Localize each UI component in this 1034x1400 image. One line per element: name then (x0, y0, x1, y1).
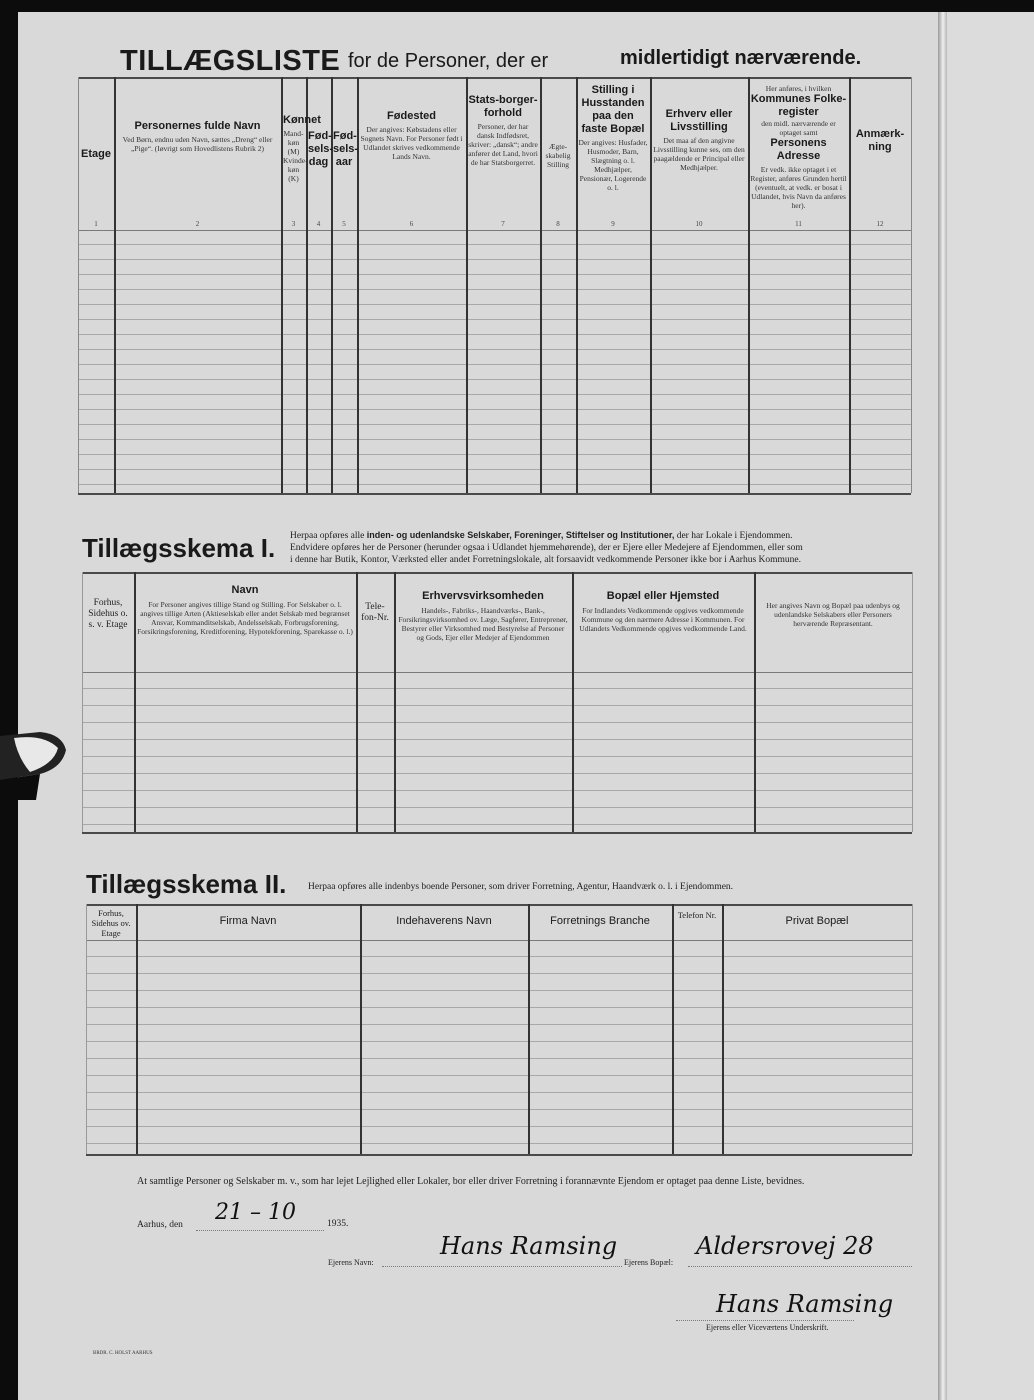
table-1-header-col-12 (851, 128, 909, 154)
table-1-col-number: 9 (611, 220, 615, 228)
skema-2-header-col-1: Forhus, Sidehus ov. Etage (91, 908, 131, 938)
header-note: Ved Børn, endnu uden Navn, sættes „Dreng“ eller „Pige“. (Iøvrigt som Hovedlistens Rubrik 2) (122, 135, 273, 153)
table-1-header-col-1 (80, 148, 112, 161)
skema-1-header-col-5 (575, 590, 751, 633)
table-1-col-number: 2 (195, 220, 200, 228)
header-note: For Indlandets Vedkommende opgives vedkommende Kommune og den nærmere Adresse i Kommunen. For Udlandets Vedkommende opgives vedkommende Land. (579, 606, 747, 633)
form-subtitle-bold: midlertidigt nærværende. (620, 47, 862, 69)
form-title: TILLÆGSLISTE (120, 45, 341, 77)
table-1-col-number: 1 (94, 220, 98, 228)
skema-2-header-col-2: Firma Navn (219, 915, 277, 927)
owner-address-handwritten: Aldersrovej 28 (696, 1232, 874, 1260)
table-1-header-col-4 (308, 130, 334, 169)
skema-2-header-col-3: Indehaverens Navn (396, 915, 492, 927)
table-1-header-col-9 (578, 84, 648, 192)
skema-1-header-col-1 (85, 598, 131, 631)
table-1-header-col-8 (542, 140, 574, 169)
header-mid-text: den midl. nærværende er optaget samt (761, 119, 836, 137)
table-1-col-number: 4 (316, 220, 321, 228)
signature-label: Ejerens eller Viceværtens Underskrift. (706, 1323, 829, 1332)
header-note: Mand-køn (M) Kvinde-køn (K) (283, 129, 308, 183)
table-1-col-number: 11 (795, 220, 802, 228)
skema-1-intro (290, 529, 910, 566)
header-label: Bopæl eller Hjemsted (606, 590, 720, 602)
header-label: Kommunes Folke-register (750, 93, 847, 118)
skema-1-intro-b: inden- og udenlandske Selskaber, Foreninger, Stiftelser og Institutioner, (366, 530, 675, 540)
header-label: Anmærk-ning (855, 128, 905, 153)
table-1-col-number: 12 (876, 220, 884, 228)
header-note: Handels-, Fabriks-, Haandværks-, Bank-, Forsikringsvirksomhed ov. Læge, Sagfører, Entreprenør, Bestyrer eller Virksomhed med Bestyrelse af Personer og Gods, Ejer eller Medejer af Ejendommen (398, 606, 568, 642)
skema-1-header-col-3 (359, 602, 391, 624)
table-1-col-number: 6 (409, 220, 414, 228)
form-subtitle: for de Personer, der er (348, 50, 549, 72)
header-note: Der angives: Købstadens eller Sognets Navn. For Personer født i Udlandet skrives vedkommende Lands Navn. (360, 125, 463, 161)
table-1-header-col-11 (750, 84, 847, 210)
table-1-header-col-2 (116, 120, 279, 153)
year-label: 1935. (327, 1219, 349, 1229)
header-label: Etage (81, 148, 111, 160)
owner-address-label: Ejerens Bopæl: (624, 1258, 674, 1267)
header-label: Fød-sels-dag (308, 130, 334, 168)
header-pre-text: Her anføres, i hvilken (765, 84, 832, 93)
table-1-col-number: 7 (501, 220, 505, 228)
skema-1-header-col-4 (397, 590, 569, 642)
header-label: Tele-fon-Nr. (361, 602, 389, 623)
header-note: Der angives: Husfader, Husmoder, Barn, Slægtning o. l. Medhjælper, Pensionær, Logerende o. l. (578, 138, 648, 192)
skema-1-intro-a: Herpaa opføres alle (290, 531, 365, 541)
table-1-header-col-7 (468, 94, 538, 167)
table-1-col-number: 8 (556, 220, 560, 228)
header-label: Stats-borger-forhold (468, 94, 538, 119)
header-label: Erhvervsvirksomheden (422, 590, 544, 602)
skema-1-intro-line-3: i denne har Butik, Kontor, Værksted eller andet Forretningslokale, alt forsaavidt vedkommende Personer ikke bor i Aarhus Kommune. (290, 555, 802, 565)
skema-1-intro-c: der har Lokale i Ejendommen. (676, 531, 793, 541)
header-label: Erhverv eller Livsstilling (665, 108, 733, 133)
skema-1-header-col-2 (137, 584, 353, 636)
table-1-header-col-5 (333, 130, 359, 169)
printer-mark: BRDR. C. HOLST AARHUS (93, 1351, 153, 1356)
skema-2-intro: Herpaa opføres alle indenbys boende Personer, som driver Forretning, Agentur, Haandværk o. l. i Ejendommen. (308, 882, 734, 892)
signature-handwritten: Hans Ramsing (716, 1290, 894, 1318)
header-note: Her angives Navn og Bopæl paa udenbys og udenlandske Selskabers eller Personers herværende Repræsentant. (766, 601, 900, 628)
skema-1-header-col-6 (757, 598, 909, 628)
skema-1-intro-line-2: Endvidere opføres her de Personer (herunder ogsaa i Udlandet hjemmehørende), der er Ejere eller Medejere af Ejendommen, eller som (290, 543, 803, 553)
header-label: Forhus, Sidehus o. s. v. Etage (88, 598, 128, 630)
table-1-col-number: 5 (342, 220, 346, 228)
header-note: Ægte-skabelig Stilling (545, 142, 571, 169)
header-note: For Personer angives tillige Stand og Stilling. For Selskaber o. l. angives tillige Arten (Aktieselskab eller andet Selskab med begrænset Ansvar, Kommanditselskab, Andelsselskab, Forbrugsforening, Forsikringsforening, Kreditforening, Hypotekforening, Sparekasse o. l.) (137, 600, 353, 636)
header-label: Kønnet (283, 114, 321, 126)
header-label: Navn (231, 584, 259, 596)
table-1-col-number: 3 (291, 220, 296, 228)
date-handwritten: 21 – 10 (215, 1200, 296, 1225)
header-note: Er vedk. ikke optaget i et Register, anføres Grunden hertil (eventuelt, at vedk. er bosat i Udlandet, hvis Navn da anføres her). (750, 165, 847, 210)
header-label: Stilling i Husstanden paa den faste Bopæl (581, 84, 645, 135)
owner-name-handwritten: Hans Ramsing (440, 1232, 618, 1260)
header-note: Det maa af den angivne Livsstilling kunne ses, om den paagældende er Principal eller Medhjælper. (653, 136, 745, 172)
skema-2-header-col-6: Privat Bopæl (785, 915, 849, 927)
header-note: Personer, der har dansk Indfødsret, skriver: „dansk“; andre anfører det Land, hvori de har Statsborgerret. (468, 122, 538, 167)
adjacent-page (947, 12, 1034, 1400)
table-1-col-number: 10 (695, 220, 703, 228)
header-label-2: Personens Adresse (770, 137, 827, 162)
owner-name-label: Ejerens Navn: (328, 1258, 374, 1267)
header-label: Fødested (387, 110, 436, 122)
skema-1-title: Tillægsskema I. (82, 533, 276, 563)
skema-2-title: Tillægsskema II. (86, 869, 287, 899)
table-1-header-col-6 (359, 110, 464, 161)
header-label: Personernes fulde Navn (134, 120, 261, 132)
place-label: Aarhus, den (137, 1220, 183, 1230)
declaration-text: At samtlige Personer og Selskaber m. v., som har lejet Lejlighed eller Lokaler, bor eller driver Forretning i forannævnte Ejendom er optaget paa denne Liste, bevidnes. (137, 1176, 805, 1187)
binder-clip-icon (0, 728, 68, 800)
header-label: Fød-sels-aar (333, 130, 359, 168)
skema-2-header-col-5: Telefon Nr. (677, 910, 717, 920)
skema-2-header-col-4: Forretnings Branche (550, 915, 650, 927)
table-1-header-col-10 (652, 108, 746, 172)
